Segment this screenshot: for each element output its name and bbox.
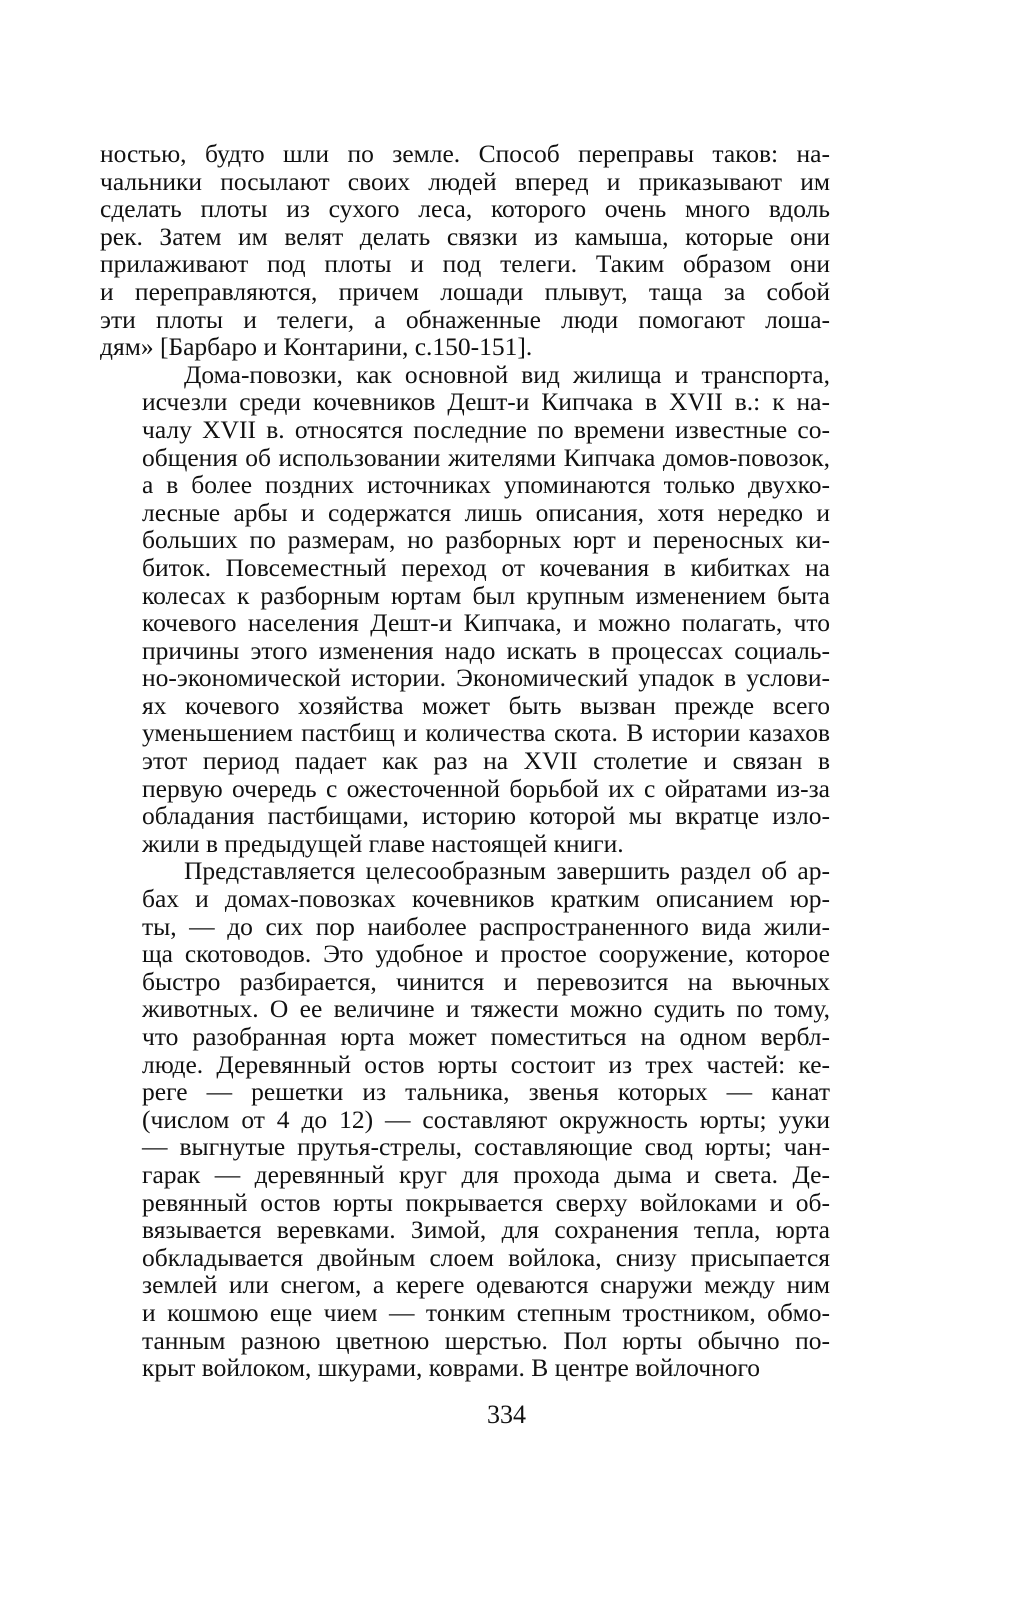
text-line: чальники посылают своих людей вперед и приказывают им (100, 166, 830, 196)
text-line: но-экономической истории. Экономический упадок в услови- (142, 663, 830, 693)
text-line: (числом от 4 до 12) — составляют окружность юрты; ууки (142, 1104, 830, 1134)
text-line: Дома-повозки, как основной вид жилища и транспорта, (184, 359, 830, 389)
text-line: танным разною цветною шерстью. Пол юрты обычно по- (142, 1325, 830, 1355)
text-line: ревянный остов юрты покрывается сверху войлоками и об- (142, 1187, 830, 1217)
page-number: 334 (487, 1400, 526, 1429)
text-line: рек. Затем им велят делать связки из камыша, которые они (100, 221, 830, 251)
text-line: что разобранная юрта может поместиться на одном вербл- (142, 1022, 830, 1051)
text-line: обкладывается двойным слоем войлока, снизу присыпается (142, 1242, 830, 1272)
text-line: сделать плоты из сухого леса, которого очень много вдоль (100, 194, 830, 224)
text-line: больших по размерам, но разборных юрт и переносных ки- (142, 525, 830, 555)
text-line: биток. Повсеместный переход от кочевания в кибитках на (142, 552, 830, 582)
text-line: чалу XVII в. относятся последние по времени известные со- (142, 414, 830, 444)
text-line: Представляется целесообразным завершить раздел об ар- (184, 856, 830, 886)
text-line: ях кочевого хозяйства может быть вызван прежде всего (142, 690, 830, 720)
text-line: — выгнутые прутья-стрелы, составляющие свод юрты; чан- (142, 1132, 830, 1162)
text-line: реге — решетки из тальника, звенья которых — канат (142, 1077, 830, 1107)
text-line: уменьшением пастбищ и количества скота. В истории казахов (142, 718, 830, 748)
text-line: лесные арбы и содержатся лишь описания, хотя нередко и (142, 497, 830, 527)
text-line: кочевого населения Дешт-и Кипчака, и можно полагать, что (142, 608, 830, 638)
text-line: и переправляются, причем лошади плывут, таща за собой (100, 276, 830, 306)
text-line: землей или снегом, а кереге одеваются снаружи между ним (142, 1270, 830, 1300)
text-line: причины этого изменения надо искать в процессах социаль- (142, 635, 830, 665)
body-text (100, 140, 830, 1382)
text-line: бах и домах-повозках кочевников кратким описанием юр- (142, 884, 830, 914)
text-line: прилаживают под плоты и под телеги. Таким образом они (100, 249, 830, 279)
text-line: эти плоты и телеги, а обнаженные люди помогают лоша- (100, 304, 830, 334)
text-line: а в более поздних источниках упоминаются только двухко- (142, 470, 830, 500)
text-line: ностью, будто шли по земле. Способ переправы таков: на- (100, 139, 830, 168)
text-line: животных. О ее величине и тяжести можно судить по тому, (142, 994, 830, 1024)
text-line: ща скотоводов. Это удобное и простое сооружение, которое (142, 939, 830, 969)
paragraph (100, 140, 830, 361)
text-line: обладания пастбищами, историю которой мы вкратце изло- (142, 801, 830, 831)
text-line: люде. Деревянный остов юрты состоит из трех частей: ке- (142, 1049, 830, 1079)
text-line: первую очередь с ожесточенной борьбой их с ойратами из-за (142, 773, 830, 803)
text-line: и кошмою еще чием — тонким степным тростником, обмо- (142, 1297, 830, 1327)
text-line: жили в предыдущей главе настоящей книги. (142, 828, 624, 858)
text-line: этот период падает как раз на XVII столетие и связан в (142, 746, 830, 776)
paragraph (100, 361, 830, 858)
text-line: колесах к разборным юртам был крупным изменением быта (142, 580, 830, 610)
text-line: гарак — деревянный круг для прохода дыма и света. Де- (142, 1159, 830, 1189)
paragraph (100, 857, 830, 1381)
text-line: быстро разбирается, чинится и перевозится на вьючных (142, 966, 830, 996)
text-line: общения об использовании жителями Кипчака домов-повозок, (142, 442, 830, 472)
text-line: вязывается веревками. Зимой, для сохранения тепла, юрта (142, 1215, 830, 1245)
text-line: дям» [Барбаро и Контарини, с.150-151]. (100, 332, 533, 362)
text-line: ты, — до сих пор наиболее распространенного вида жили- (142, 911, 830, 941)
text-line: крыт войлоком, шкурами, коврами. В центре войлочного (142, 1353, 761, 1383)
text-line: исчезли среди кочевников Дешт-и Кипчака в XVII в.: к на- (142, 387, 830, 417)
